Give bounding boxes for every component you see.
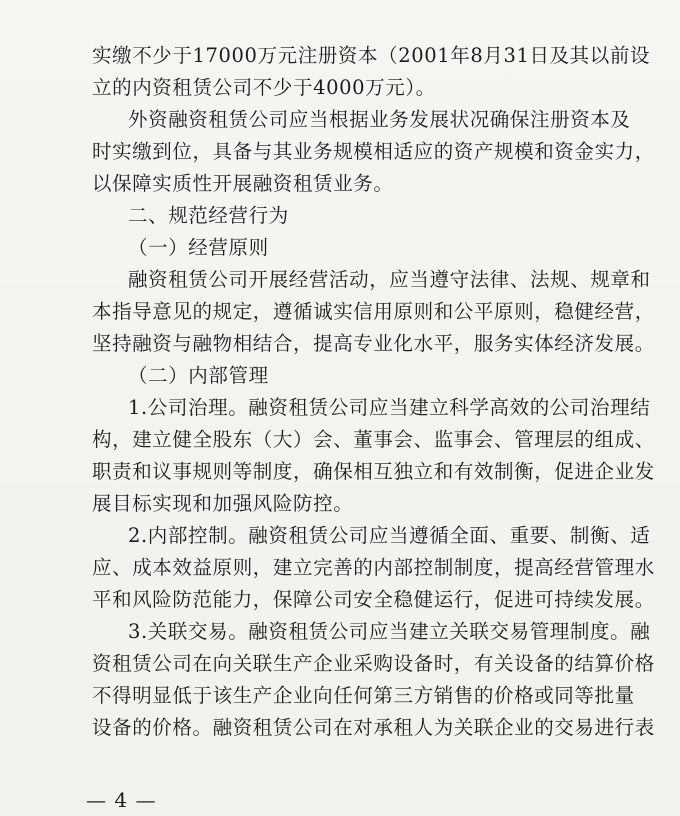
page-number: — 4 — bbox=[86, 788, 157, 812]
text-line: 构，建立健全股东（大）会、董事会、监事会、管理层的组成、 bbox=[92, 428, 655, 451]
text-line: 时实缴到位，具备与其业务规模相适应的资产规模和资金实力， bbox=[92, 140, 655, 163]
text-line: 2.内部控制。融资租赁公司应当遵循全面、重要、制衡、适 bbox=[128, 524, 651, 547]
text-line: 1.公司治理。融资租赁公司应当建立科学高效的公司治理结 bbox=[128, 396, 651, 419]
text-line: 实缴不少于17000万元注册资本（2001年8月31日及其以前设 bbox=[92, 44, 651, 67]
text-line: 立的内资租赁公司不少于4000万元）。 bbox=[92, 76, 436, 99]
text-line: 外资融资租赁公司应当根据业务发展状况确保注册资本及 bbox=[128, 108, 631, 131]
text-line: 以保障实质性开展融资租赁业务。 bbox=[92, 172, 394, 195]
text-line: 应、成本效益原则，建立完善的内部控制制度，提高经营管理水 bbox=[92, 556, 655, 579]
text-line: 3.关联交易。融资租赁公司应当建立关联交易管理制度。融 bbox=[128, 620, 651, 643]
text-line: 不得明显低于该生产企业向任何第三方销售的价格或同等批量 bbox=[92, 684, 635, 707]
subsection-heading: （二）内部管理 bbox=[128, 364, 269, 387]
text-line: 坚持融资与融物相结合，提高专业化水平，服务实体经济发展。 bbox=[92, 332, 655, 355]
text-line: 本指导意见的规定，遵循诚实信用原则和公平原则，稳健经营， bbox=[92, 300, 655, 323]
text-line: 融资租赁公司开展经营活动，应当遵守法律、法规、规章和 bbox=[128, 268, 651, 291]
text-line: 职责和议事规则等制度，确保相互独立和有效制衡，促进企业发 bbox=[92, 460, 655, 483]
text-line: 资租赁公司在向关联生产企业采购设备时，有关设备的结算价格 bbox=[92, 652, 655, 675]
section-heading: 二、规范经营行为 bbox=[128, 204, 289, 227]
subsection-heading: （一）经营原则 bbox=[128, 236, 269, 259]
text-line: 设备的价格。融资租赁公司在对承租人为关联企业的交易进行表 bbox=[92, 716, 655, 739]
text-line: 平和风险防范能力，保障公司安全稳健运行，促进可持续发展。 bbox=[92, 588, 655, 611]
text-line: 展目标实现和加强风险防控。 bbox=[92, 492, 354, 515]
